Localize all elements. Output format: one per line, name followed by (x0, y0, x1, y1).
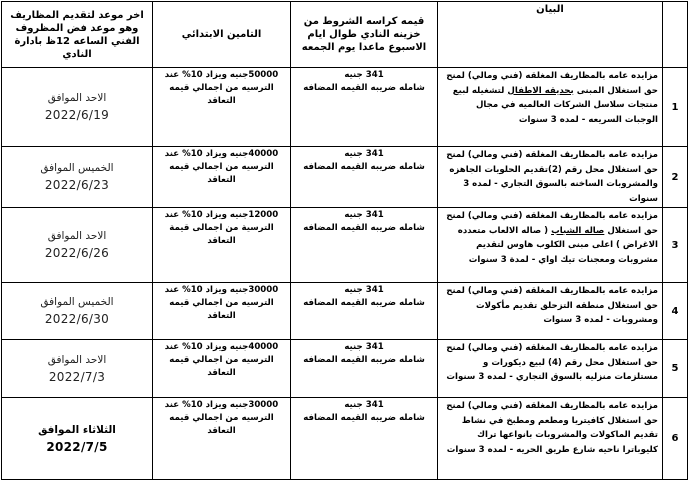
table-row (2, 283, 688, 340)
table-row (2, 68, 688, 147)
row-booklet-price: 341 جنيه شامله ضريبه القيمه المضافه (291, 208, 438, 283)
row-deadline: الاحد الموافق 2022/6/26 (2, 208, 153, 283)
row-number: 1 (663, 68, 688, 147)
row-description: مزايده عامه بالمظاريف المغلقه (فني ومالي) لمنح حق استغلال منطقه التزحلق تقديم مأكولات ومشروبات - لمده 3 سنوات (438, 283, 663, 340)
row-deadline: الاحد الموافق 2022/7/3 (2, 340, 153, 398)
row-description: مزايده عامه بالمظاريف المغلقه (فني ومالي) لمنح حق استغلال المبنى بحديقه الاطفال لتشغيله لبيع منتجات سلاسل الشركات العالميه في مجال الوجبات السريعه - لمده 3 سنوات (438, 68, 663, 147)
row-insurance: 40000جنيه ويزاد 10% عند الترسيه من اجمالي قيمه التعاقد (153, 147, 291, 208)
row-number: 6 (663, 398, 688, 480)
header-insurance: التامين الابتدائي (153, 2, 291, 68)
row-insurance: 30000جنيه ويزاد 10% عند الترسيه من اجمالي قيمه التعاقد (153, 398, 291, 480)
row-deadline: الثلاثاء الموافق 2022/7/5 (2, 398, 153, 480)
row-insurance: 40000جنيه ويزاد 10% عند الترسيه من اجمالي قيمه التعاقد (153, 340, 291, 398)
auction-table (1, 1, 688, 480)
header-description: البيان (438, 2, 663, 68)
table-row (2, 340, 688, 398)
table-row (2, 208, 688, 283)
row-booklet-price: 341 جنيه شامله ضريبه القيمه المضافه (291, 283, 438, 340)
table-row (2, 398, 688, 480)
row-booklet-price: 341 جنيه شامله ضريبه القيمه المضافه (291, 340, 438, 398)
row-number: 5 (663, 340, 688, 398)
header-booklet-price: قيمه كراسه الشروط من خزينه النادي طوال ايام الاسبوع ماعدا يوم الجمعه (291, 2, 438, 68)
row-description: مزايده عامه بالمظاريف المغلقه (فني ومالي) لمنح حق استغلال محل رقم (2)تقديم الحلويات الجاهزه والمشروبات الساخنه بالسوق التجاري - لمده 3 سنوات (438, 147, 663, 208)
header-number (663, 2, 688, 68)
row-booklet-price: 341 جنيه شامله ضريبه القيمه المضافه (291, 68, 438, 147)
header-deadline: اخر موعد لتقديم المظاريف وهو موعد فض المظروف الفني الساعه 12ظ بادارة النادي (2, 2, 153, 68)
row-description: مزايده عامه بالمظاريف المغلقه (فني ومالي) لمنح حق استغلال محل رقم (4) لبيع ديكورات و مستلزمات منزليه بالسوق التجاري - لمده 3 سنوات (438, 340, 663, 398)
row-number: 2 (663, 147, 688, 208)
row-booklet-price: 341 جنيه شامله ضريبه القيمه المضافه (291, 147, 438, 208)
row-number: 4 (663, 283, 688, 340)
row-insurance: 30000جنيه ويزاد 10% عند الترسيه من اجمالي قيمه التعاقد (153, 283, 291, 340)
row-description: مزايده عامه بالمظاريف المغلقه (فني ومالي) لمنح حق استغلال صاله الشباب ( صاله الالعاب متعدده الاغراض ) اعلى مبنى الكلوب هاوس لتقديم مشروبات ومعجنات تيك اواي - لمدة 3 سنوات (438, 208, 663, 283)
row-booklet-price: 341 جنيه شامله ضريبه القيمه المضافه (291, 398, 438, 480)
row-deadline: الخميس الموافق 2022/6/30 (2, 283, 153, 340)
header-row (2, 2, 688, 68)
row-insurance: 50000جنيه ويزاد 10% عند الترسيه من اجمالي قيمه التعاقد (153, 68, 291, 147)
row-number: 3 (663, 208, 688, 283)
row-deadline: الاحد الموافق 2022/6/19 (2, 68, 153, 147)
table-row (2, 147, 688, 208)
row-insurance: 12000جنيه ويزاد 10% عند الترسية من اجمالى قيمة التعاقد (153, 208, 291, 283)
row-description: مزايده عامه بالمظاريف المغلقه (فني ومالي) لمنح حق استغلال كافيتريا ومطعم ومطبخ في نشاط تقديم الماكولات والمشروبات بانواعها تراك كليوباترا ناحيه شارع طريق الحريه - لمده 3 سنوات (438, 398, 663, 480)
row-deadline: الخميس الموافق 2022/6/23 (2, 147, 153, 208)
